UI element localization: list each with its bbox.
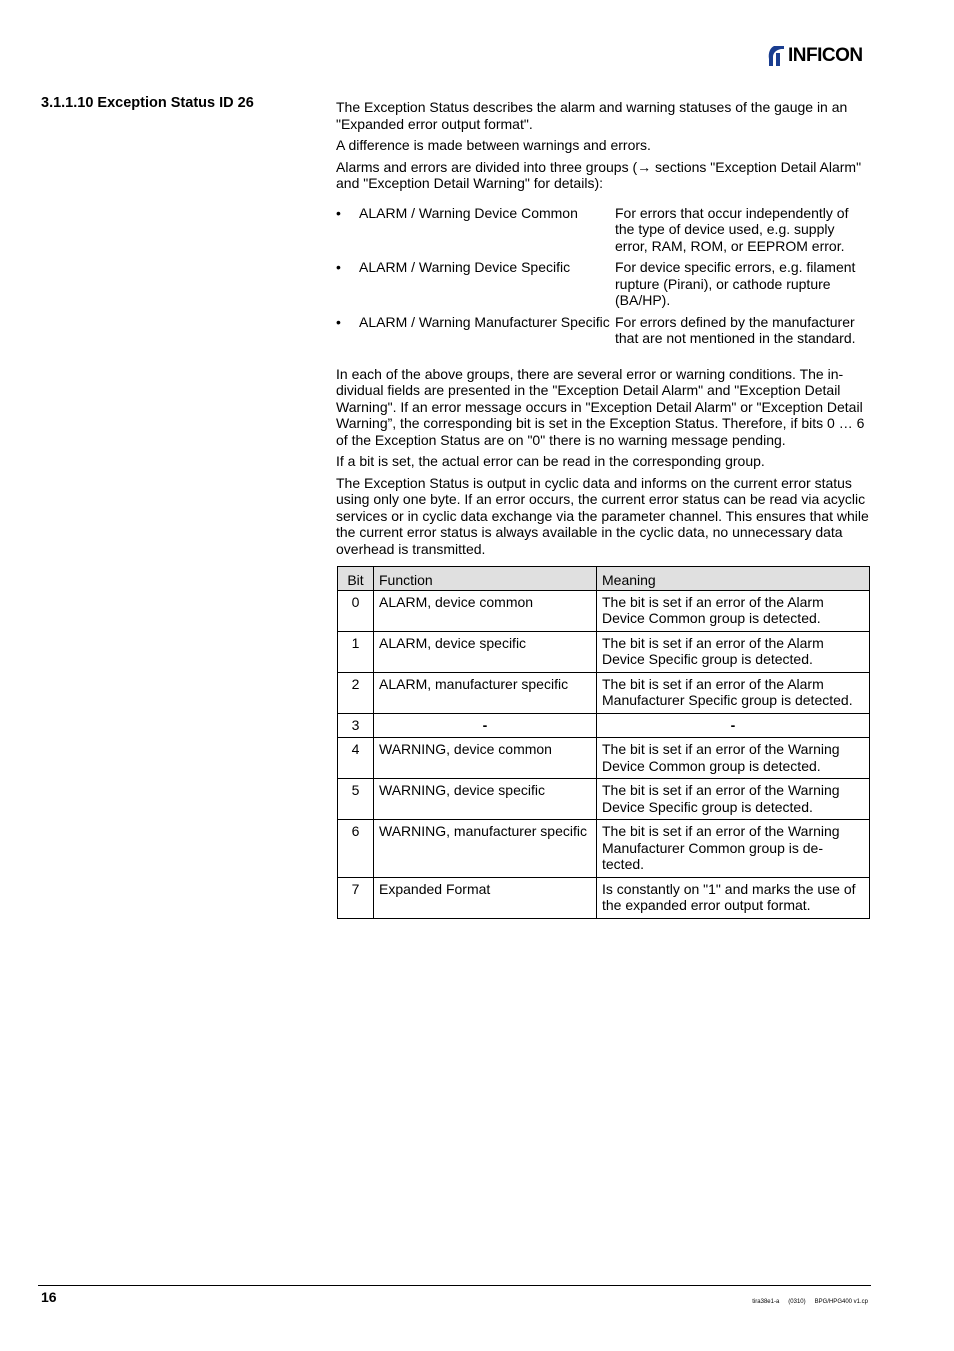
inficon-emblem-icon [767, 45, 785, 67]
function-cell: WARNING, device specific [374, 779, 597, 820]
table-row [338, 590, 870, 631]
function-cell: WARNING, device common [374, 738, 597, 779]
bit-cell: 7 [338, 877, 374, 918]
intro-paragraph: A difference is made between warnings and errors. [336, 137, 651, 153]
function-cell: ALARM, manufacturer specific [374, 672, 597, 713]
bullet-icon: • [336, 313, 341, 330]
function-cell: Expanded Format [374, 877, 597, 918]
group-name: ALARM / Warning Device Common [359, 204, 578, 221]
list-item [336, 205, 870, 255]
function-cell: ALARM, device specific [374, 631, 597, 672]
doc-code: tira38e1-a [752, 1299, 780, 1305]
doc-date: (0310) [788, 1299, 806, 1305]
meaning-cell: - [597, 713, 870, 738]
function-cell: - [374, 713, 597, 738]
table-row [338, 713, 870, 738]
group-description: For errors defined by the manufacturer that are not mentioned in the standard. [615, 313, 856, 346]
table-row [338, 820, 870, 878]
body-paragraph: The Exception Status is output in cyclic data and informs on the current error status using only one byte. If an error occurs, the current error status can be read via acyclic services or in cyclic data exchange via the parameter channel. This ensures that while the current error status is always available in the cyclic data, no unnecessary data overhead is transmitted. [336, 474, 869, 557]
function-cell: ALARM, device common [374, 590, 597, 631]
bit-cell: 0 [338, 590, 374, 631]
meaning-cell: The bit is set if an error of the Alarm Manufacturer Specific group is detected. [597, 672, 870, 713]
group-name: ALARM / Warning Manufacturer Specific [359, 313, 610, 330]
bit-cell: 6 [338, 820, 374, 878]
bullet-icon: • [336, 204, 341, 221]
bit-cell: 4 [338, 738, 374, 779]
doc-file: BPG/HPG400 v1.cp [814, 1299, 868, 1305]
meaning-cell: The bit is set if an error of the Alarm Device Specific group is detected. [597, 631, 870, 672]
group-description: For device specific errors, e.g. filament rupture (Pirani), or cathode rupture (BA/HP). [615, 259, 856, 308]
page-number: 16 [41, 1289, 57, 1305]
exception-status-table [337, 566, 870, 919]
meaning-cell: The bit is set if an error of the Alarm Device Common group is detected. [597, 590, 870, 631]
meaning-cell: The bit is set if an error of the Warning Device Specific group is detected. [597, 779, 870, 820]
table-row [338, 877, 870, 918]
intro-paragraph: Alarms and errors are divided into three groups (→ sections "Exception Detail Alarm" and "Exception Detail Warning" for details): [336, 158, 862, 191]
brand-name: INFICON [788, 44, 863, 66]
footer-divider [38, 1285, 871, 1286]
column-header-meaning: Meaning [597, 567, 870, 591]
table-header-row [338, 567, 870, 591]
meaning-cell: The bit is set if an error of the Warning Manufacturer Common group is de-tected. [597, 820, 870, 878]
bit-cell: 1 [338, 631, 374, 672]
table-row [338, 672, 870, 713]
list-item [336, 259, 870, 309]
table-row [338, 779, 870, 820]
table-row [338, 631, 870, 672]
document-reference [752, 1294, 868, 1311]
table-row [338, 738, 870, 779]
intro-paragraph: The Exception Status describes the alarm and warning statuses of the gauge in an "Expanded error output format". [336, 99, 848, 132]
group-description: For errors that occur independently of the type of device used, e.g. supply error, RAM, ROM, or EEPROM error. [615, 204, 849, 254]
bit-cell: 5 [338, 779, 374, 820]
meaning-cell: The bit is set if an error of the Warning Device Common group is detected. [597, 738, 870, 779]
group-name: ALARM / Warning Device Specific [359, 259, 571, 275]
bit-cell: 2 [338, 672, 374, 713]
bullet-icon: • [336, 259, 341, 275]
inficon-logo [767, 44, 863, 68]
column-header-bit: Bit [338, 567, 374, 591]
function-cell: WARNING, manufacturer specific [374, 820, 597, 878]
content-column [336, 99, 870, 562]
error-groups-list [336, 205, 870, 347]
meaning-cell: Is constantly on "1" and marks the use of the expanded error output format. [597, 877, 870, 918]
column-header-function: Function [374, 567, 597, 591]
list-item [336, 314, 870, 347]
section-heading: 3.1.1.10 Exception Status ID 26 [41, 95, 254, 111]
body-paragraph: If a bit is set, the actual error can be read in the corresponding group. [336, 453, 765, 469]
bit-cell: 3 [338, 713, 374, 738]
body-paragraph: In each of the above groups, there are several error or warning conditions. The in-dividual fields are presented in the "Exception Detail Alarm" and "Exception Detail Warning". If an error message occurs in "Exception Detail Alarm" or "Exception Detail Warning”, the corresponding bit is set in the Exception Status. Therefore, if bits 0 … 6 of the Exception Status are on "0" there is no warning message pending. [336, 365, 865, 448]
